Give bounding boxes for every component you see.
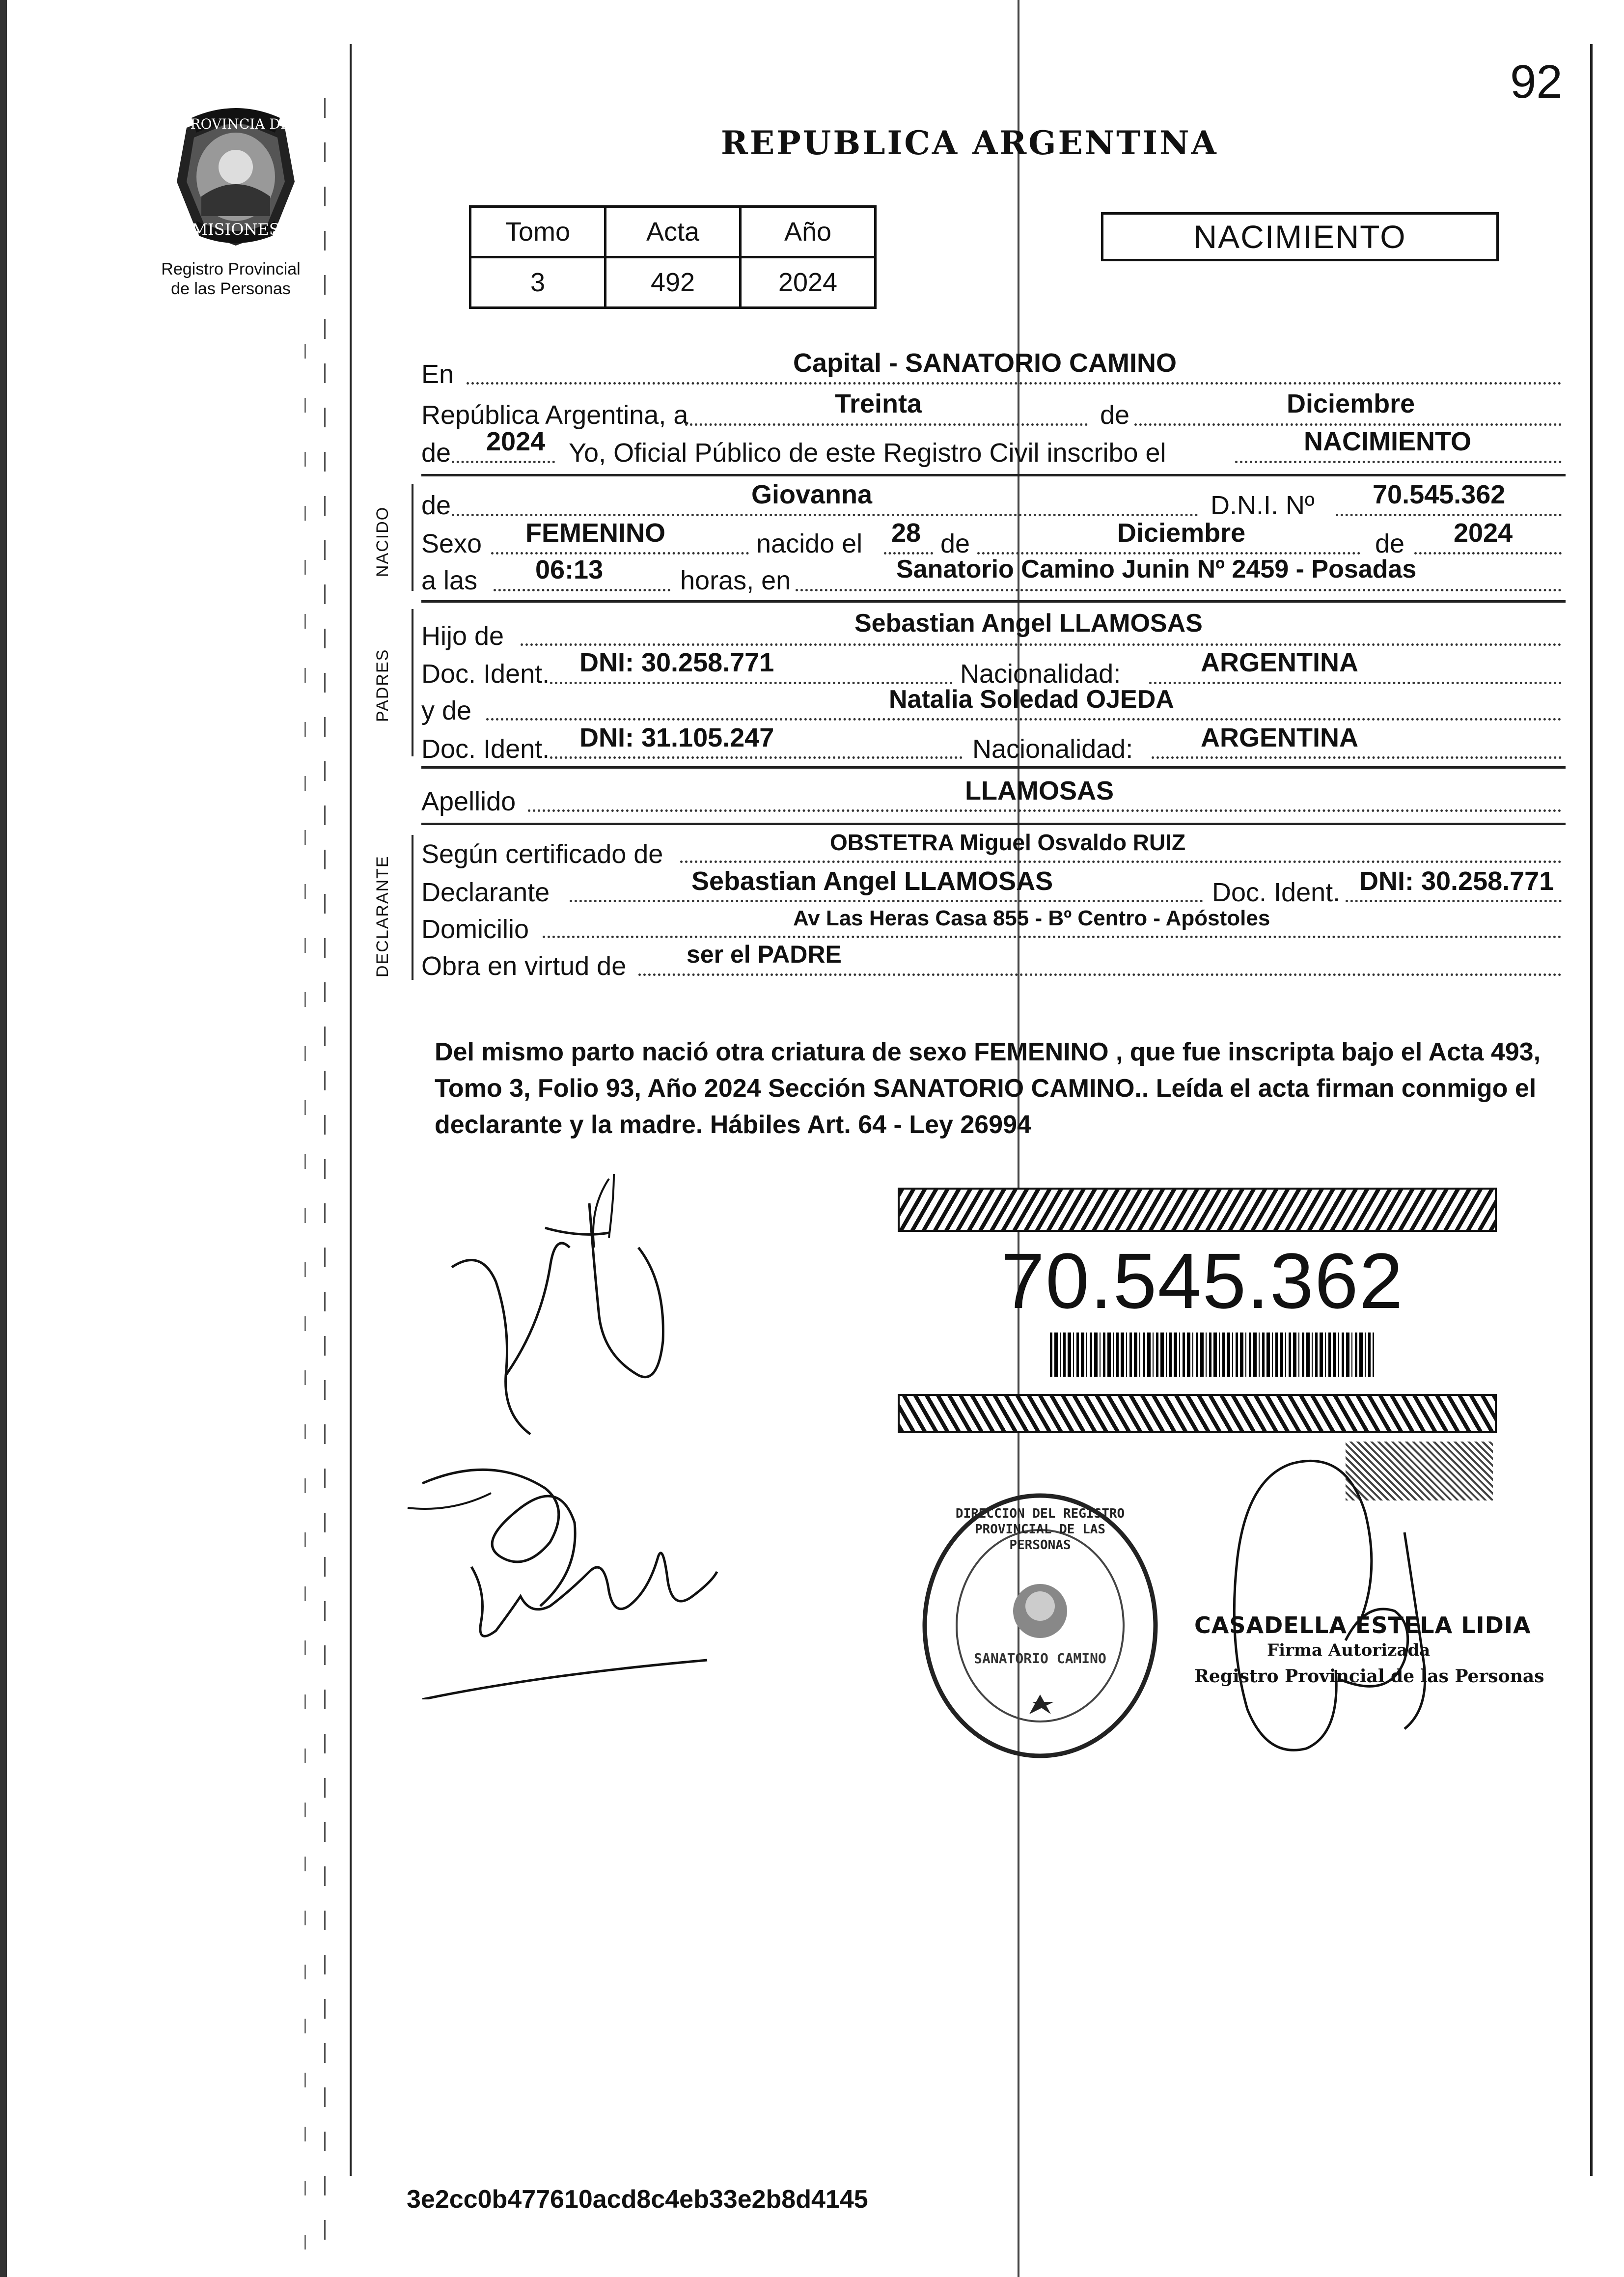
hijo-label: Hijo de (421, 621, 504, 651)
month-dots (1134, 423, 1562, 426)
child-name: Giovanna (751, 480, 873, 509)
nacido-el-label: nacido el (756, 529, 863, 558)
mother-doc-label: Doc. Ident. (421, 734, 550, 764)
dash-line-2 (304, 344, 306, 2249)
declarante-dots (570, 900, 1203, 902)
dash-line-1 (324, 98, 326, 2249)
sticker-guilloche-top (898, 1188, 1497, 1232)
padres-section-label: PADRES (373, 648, 392, 722)
right-margin-line (1590, 44, 1593, 2176)
horas-label: horas, en (680, 566, 791, 595)
declarante-capacity: ser el PADRE (687, 941, 842, 968)
day-dots (884, 552, 933, 555)
seal-top-text: PROVINCIA DE (181, 116, 291, 132)
apellido-label: Apellido (421, 787, 516, 816)
certificate: OBSTETRA Miguel Osvaldo RUIZ (830, 830, 1186, 855)
nacido-de-label-3: de (1375, 529, 1405, 558)
record-type-box (1101, 212, 1499, 261)
left-margin-line (350, 44, 352, 2176)
en-dots (467, 382, 1562, 385)
signatory-name: CASADELLA ESTELA LIDIA (1194, 1612, 1531, 1638)
declarante-name: Sebastian Angel LLAMOSAS (691, 866, 1053, 896)
birth-month-dots (977, 552, 1360, 555)
acta-header: Acta (606, 207, 741, 257)
mother-name: Natalia Soledad OJEDA (889, 685, 1174, 714)
declarante-doc-dots (1346, 900, 1562, 902)
en-label: En (421, 360, 454, 389)
nacido-bracket (412, 484, 413, 591)
mother-nat: ARGENTINA (1201, 723, 1358, 752)
mother-nac-label: Nacionalidad: (972, 734, 1133, 764)
father-nat-dots (1149, 682, 1562, 684)
record-type: NACIMIENTO (1193, 219, 1406, 255)
father-dots (521, 643, 1562, 646)
sticker-barcode (1050, 1333, 1374, 1377)
time-dots (494, 589, 670, 591)
mother-doc-dots (550, 756, 963, 759)
cert-label: Según certificado de (421, 839, 663, 869)
declarante-section-label: DECLARANTE (373, 855, 392, 977)
nacido-section-label: NACIDO (373, 506, 392, 577)
birth-year: 2024 (1454, 518, 1513, 548)
declarante-doc-label: Doc. Ident. (1212, 878, 1341, 907)
rule-4 (421, 823, 1566, 825)
rule-3 (421, 766, 1566, 769)
seal-bottom-text: MISIONES (192, 220, 280, 239)
intro-year: 2024 (486, 427, 546, 456)
father-doc-dots (550, 682, 953, 684)
republica-dots (685, 423, 1088, 426)
declarante-bracket (412, 835, 413, 980)
nacido-de-label: de (421, 491, 451, 520)
declarante-doc: DNI: 30.258.771 (1359, 866, 1554, 896)
alas-label: a las (421, 566, 478, 595)
child-sexo: FEMENINO (525, 518, 666, 548)
document-hash: 3e2cc0b477610acd8c4eb33e2b8d4145 (407, 2185, 868, 2214)
inscribe-dots (1235, 461, 1562, 463)
birth-time: 06:13 (535, 555, 604, 584)
name-dots (452, 514, 1198, 516)
province-seal-logo (162, 98, 309, 250)
apellido-dots (528, 809, 1562, 812)
oficial-text: Yo, Oficial Público de este Registro Civil inscribo el (569, 438, 1166, 468)
child-dni: 70.545.362 (1373, 480, 1506, 509)
tomo-value: 3 (470, 257, 606, 308)
intro-place: Capital - SANATORIO CAMINO (793, 348, 1177, 378)
declarante-label: Declarante (421, 878, 550, 907)
registry-name: Registro Provincial de las Personas (161, 260, 301, 298)
father-doc-label: Doc. Ident. (421, 659, 550, 689)
sexo-label: Sexo (421, 529, 482, 558)
father-nat: ARGENTINA (1201, 648, 1358, 677)
observations-text: Del mismo parto nació otra criatura de sexo FEMENINO , que fue inscripta bajo el Acta 493, Tomo 3, Folio 93, Año 2024 Sección SANATORIO CAMINO.. Leída el acta firman conmigo el declarante y la madre. Hábiles Art. 64 - Ley 26994 (435, 1038, 1541, 1139)
birth-day: 28 (891, 518, 921, 548)
republica-label: República Argentina, a (421, 400, 688, 430)
dni-label: D.N.I. Nº (1211, 491, 1315, 520)
birth-year-dots (1414, 552, 1562, 555)
country-title: REPUBLICA ARGENTINA (721, 124, 1218, 162)
nacido-de-label-2: de (940, 529, 970, 558)
intro-day: Treinta (835, 389, 922, 418)
birth-place-dots (796, 589, 1562, 591)
domicilio-label: Domicilio (421, 915, 529, 944)
acta-value: 492 (606, 257, 741, 308)
signatory-role: Firma Autorizada (1267, 1640, 1431, 1660)
inscribe-type: NACIMIENTO (1304, 427, 1472, 456)
stamp-inner-text: SANATORIO CAMINO (974, 1650, 1106, 1666)
rule-1 (421, 474, 1566, 476)
birth-month: Diciembre (1117, 518, 1246, 548)
father-doc: DNI: 30.258.771 (579, 648, 774, 677)
stamp-ring-text: DIRECCION DEL REGISTRO PROVINCIAL DE LAS PERSONAS (955, 1506, 1125, 1553)
father-nac-label: Nacionalidad: (960, 659, 1121, 689)
mother-dots (486, 718, 1562, 721)
father-name: Sebastian Angel LLAMOSAS (854, 609, 1203, 638)
rule-2 (421, 600, 1566, 603)
mother-nat-dots (1152, 756, 1562, 759)
register-table (469, 205, 877, 309)
year-dots (452, 461, 555, 463)
apellido-value: LLAMOSAS (965, 776, 1114, 805)
cert-dots (680, 861, 1562, 863)
intro-month: Diciembre (1287, 389, 1415, 418)
sticker-number: 70.545.362 (1001, 1237, 1404, 1325)
dni-dots (1336, 514, 1562, 516)
tomo-header: Tomo (470, 207, 606, 257)
obra-label: Obra en virtud de (421, 951, 627, 981)
yde-label: y de (421, 696, 472, 725)
signature-declarante (393, 1444, 766, 1699)
anio-value: 2024 (741, 257, 876, 308)
declarante-address: Av Las Heras Casa 855 - Bº Centro - Apóstoles (793, 906, 1270, 930)
sexo-dots (491, 552, 749, 555)
signature-mother (383, 1120, 737, 1464)
padres-bracket (412, 609, 413, 756)
intro-de-label-2: de (421, 438, 451, 468)
birth-place: Sanatorio Camino Junin Nº 2459 - Posadas (896, 555, 1417, 583)
page-number: 92 (1510, 56, 1563, 108)
sticker-guilloche-bottom (898, 1394, 1497, 1433)
intro-de-label: de (1100, 400, 1130, 430)
anio-header: Año (741, 207, 876, 257)
left-scan-edge (0, 0, 7, 2277)
official-stamp (917, 1488, 1163, 1763)
obra-dots (638, 973, 1562, 976)
signatory-office: Registro Provincial de las Personas (1194, 1666, 1544, 1687)
dni-sticker (898, 1188, 1497, 1433)
domicilio-dots (543, 936, 1562, 938)
signature-official (1218, 1434, 1449, 1768)
mother-doc: DNI: 31.105.247 (579, 723, 774, 752)
